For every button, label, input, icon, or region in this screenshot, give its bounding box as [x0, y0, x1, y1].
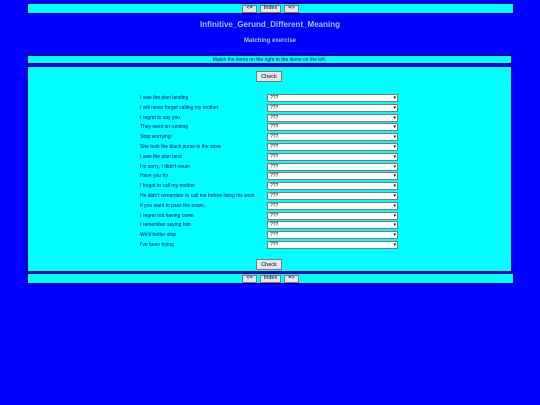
match-row [140, 241, 400, 250]
top-navigation-bar [27, 3, 514, 14]
answer-select-value: ??? [270, 114, 279, 121]
match-row [140, 143, 400, 152]
match-row [140, 172, 400, 181]
match-item-label: Have you try [140, 173, 169, 180]
chevron-down-icon: ▾ [393, 202, 396, 209]
match-row [140, 212, 400, 221]
chevron-down-icon: ▾ [393, 153, 396, 160]
answer-select-value: ??? [270, 153, 279, 160]
answer-select-value: ??? [270, 144, 279, 150]
chevron-down-icon: ▾ [393, 144, 396, 150]
index-button[interactable]: Index [260, 275, 281, 283]
match-row [140, 202, 400, 211]
match-item-label: I will never forget calling my mother [140, 104, 219, 111]
next-button[interactable]: => [284, 275, 298, 283]
answer-select[interactable] [267, 123, 398, 131]
answer-select[interactable] [267, 192, 398, 200]
answer-select[interactable] [267, 202, 398, 210]
answer-select-value: ??? [270, 183, 279, 190]
chevron-down-icon: ▾ [393, 95, 396, 101]
match-item-label: I forgot to call my mother [140, 183, 196, 190]
chevron-down-icon: ▾ [393, 104, 396, 111]
match-item-label: I've been trying [140, 242, 174, 248]
match-row [140, 163, 400, 172]
answer-select[interactable] [267, 182, 398, 190]
match-item-label: I remember saying him [140, 222, 191, 229]
chevron-down-icon: ▾ [393, 124, 396, 131]
answer-select[interactable] [267, 172, 398, 180]
match-item-label: They went on running [140, 124, 189, 131]
chevron-down-icon: ▾ [393, 242, 396, 248]
match-item-label: We'd better stop [140, 232, 177, 239]
match-row [140, 123, 400, 132]
check-button-bottom[interactable]: Check [256, 259, 282, 270]
answer-select-value: ??? [270, 242, 279, 248]
match-row [140, 231, 400, 240]
chevron-down-icon: ▾ [393, 134, 396, 141]
match-row [140, 221, 400, 230]
page-subtitle: Matching exercise [243, 38, 297, 44]
answer-select-value: ??? [270, 202, 279, 209]
match-row [140, 94, 400, 103]
answer-select[interactable] [267, 114, 398, 122]
prev-button[interactable]: <= [242, 5, 256, 13]
match-item-label: If you want to pass the exam, [140, 202, 206, 209]
check-button-top[interactable]: Check [256, 71, 282, 82]
chevron-down-icon: ▾ [393, 183, 396, 190]
answer-select-value: ??? [270, 222, 279, 229]
match-item-label: She took the black purse in the store [140, 144, 222, 150]
answer-select[interactable] [267, 104, 398, 112]
chevron-down-icon: ▾ [393, 212, 396, 219]
match-row [140, 114, 400, 123]
match-row [140, 192, 400, 201]
answer-select[interactable] [267, 241, 398, 249]
bottom-navigation-bar [27, 273, 514, 284]
match-row [140, 182, 400, 191]
page-title: Infinitive_Gerund_Different_Meaning [199, 20, 341, 29]
index-button[interactable]: Index [260, 5, 281, 13]
answer-select-value: ??? [270, 173, 279, 180]
answer-select[interactable] [267, 212, 398, 220]
answer-select[interactable] [267, 221, 398, 229]
match-item-label: Stop worrying! [140, 134, 172, 141]
chevron-down-icon: ▾ [393, 163, 396, 170]
answer-select-value: ??? [270, 212, 279, 219]
chevron-down-icon: ▾ [393, 193, 396, 199]
answer-select-value: ??? [270, 104, 279, 111]
match-item-label: I saw the plan landing [140, 95, 189, 101]
match-row [140, 153, 400, 162]
match-item-label: He didn't remember to call me before living his work [140, 193, 255, 199]
match-item-label: I'm sorry, I didn't mean [140, 163, 190, 170]
answer-select-value: ??? [270, 163, 279, 170]
answer-select-value: ??? [270, 193, 279, 199]
chevron-down-icon: ▾ [393, 222, 396, 229]
match-row [140, 104, 400, 113]
chevron-down-icon: ▾ [393, 173, 396, 180]
match-row [140, 133, 400, 142]
answer-select[interactable] [267, 133, 398, 141]
match-item-label: I regret to say you [140, 114, 181, 121]
instruction-bar: Match the items on the right to the items on the left. [27, 55, 512, 64]
answer-select-value: ??? [270, 95, 279, 101]
match-item-label: I saw the plan land [140, 153, 182, 160]
chevron-down-icon: ▾ [393, 232, 396, 239]
chevron-down-icon: ▾ [393, 114, 396, 121]
answer-select[interactable] [267, 231, 398, 239]
answer-select[interactable] [267, 94, 398, 102]
match-item-label: I regret not having come [140, 212, 194, 219]
answer-select[interactable] [267, 163, 398, 171]
answer-select[interactable] [267, 143, 398, 151]
next-button[interactable]: => [284, 5, 298, 13]
prev-button[interactable]: <= [242, 275, 256, 283]
answer-select[interactable] [267, 153, 398, 161]
answer-select-value: ??? [270, 124, 279, 131]
answer-select-value: ??? [270, 232, 279, 239]
answer-select-value: ??? [270, 134, 279, 141]
